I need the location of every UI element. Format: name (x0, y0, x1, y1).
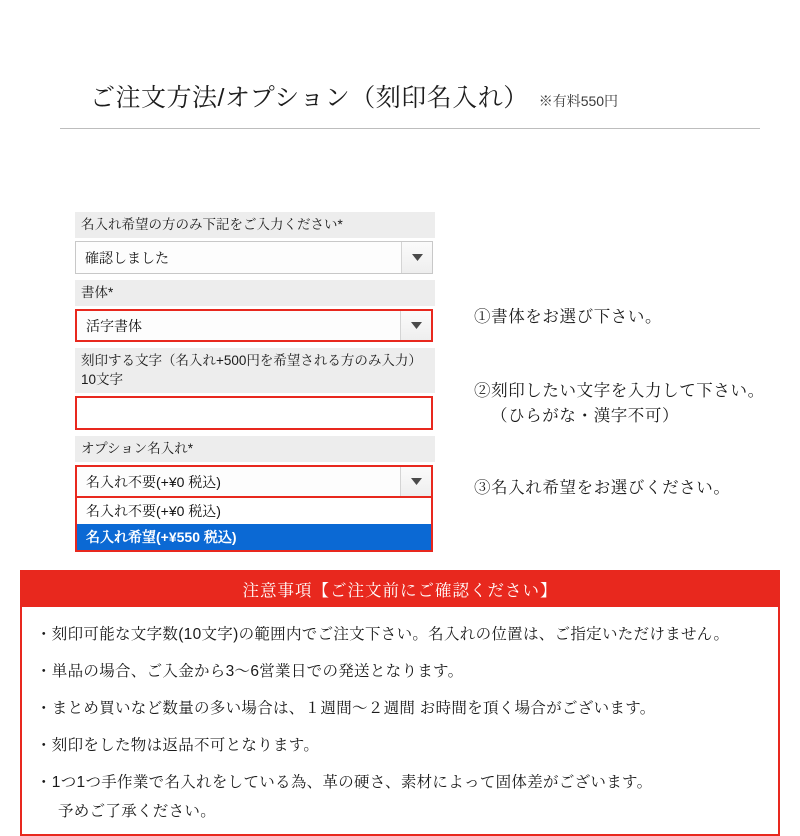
instruction-3: ③名入れ希望をお選びください。 (474, 478, 731, 497)
font-select-value: 活字書体 (86, 317, 142, 334)
option-select[interactable] (75, 465, 433, 498)
option-field-label: オプション名入れ* (75, 436, 435, 462)
option-dropdown-item-0[interactable]: 名入れ不要(+¥0 税込) (86, 503, 221, 520)
notice-heading: 注意事項【ご注文前にご確認ください】 (22, 572, 778, 607)
option-select-value: 名入れ不要(+¥0 税込) (86, 473, 221, 490)
option-dropdown-list[interactable] (75, 498, 433, 552)
chevron-down-icon[interactable] (401, 242, 432, 273)
header-divider (60, 128, 760, 129)
font-field-label: 書体* (75, 280, 435, 306)
notice-line-1: ・単品の場合、ご入金から3〜6営業日での発送となります。 (36, 663, 464, 681)
notice-line-2: ・まとめ買いなど数量の多い場合は、１週間〜２週間 お時間を頂く場合がございます。 (36, 700, 656, 718)
engrave-text-input[interactable] (75, 396, 433, 430)
instruction-2-sub: （ひらがな・漢字不可） (491, 407, 680, 426)
instruction-2: ②刻印したい文字を入力して下さい。 (474, 381, 765, 400)
page-header (60, 78, 760, 129)
notice-box (20, 570, 780, 836)
header-line (60, 78, 760, 114)
notice-body (22, 607, 778, 834)
confirm-select-value: 確認しました (85, 249, 169, 266)
page-title-note: ※有料550円 (538, 93, 619, 109)
page-title: ご注文方法/オプション（刻印名入れ） (90, 84, 529, 112)
chevron-down-icon[interactable] (400, 311, 431, 340)
notice-line-3: ・刻印をした物は返品不可となります。 (36, 737, 320, 755)
confirm-select[interactable] (75, 241, 433, 274)
instruction-1: ①書体をお選び下さい。 (474, 308, 663, 326)
confirm-field-label: 名入れ希望の方のみ下記をご入力ください* (75, 212, 435, 238)
font-select[interactable] (75, 309, 433, 342)
instruction-list (474, 305, 794, 501)
engrave-text-field-label: 刻印する文字（名入れ+500円を希望される方のみ入力）10文字 (75, 348, 435, 392)
notice-line-4: ・1つ1つ手作業で名入れをしている為、革の硬さ、素材によって固体差がございます。 (36, 774, 653, 792)
option-dropdown-item-1[interactable]: 名入れ希望(+¥550 税込) (77, 524, 431, 550)
chevron-down-icon[interactable] (400, 467, 431, 496)
notice-line-5: 予めご了承ください。 (58, 803, 217, 821)
engraving-form (75, 212, 435, 552)
notice-line-0: ・刻印可能な文字数(10文字)の範囲内でご注文下さい。名入れの位置は、ご指定いただけません。 (36, 626, 730, 643)
